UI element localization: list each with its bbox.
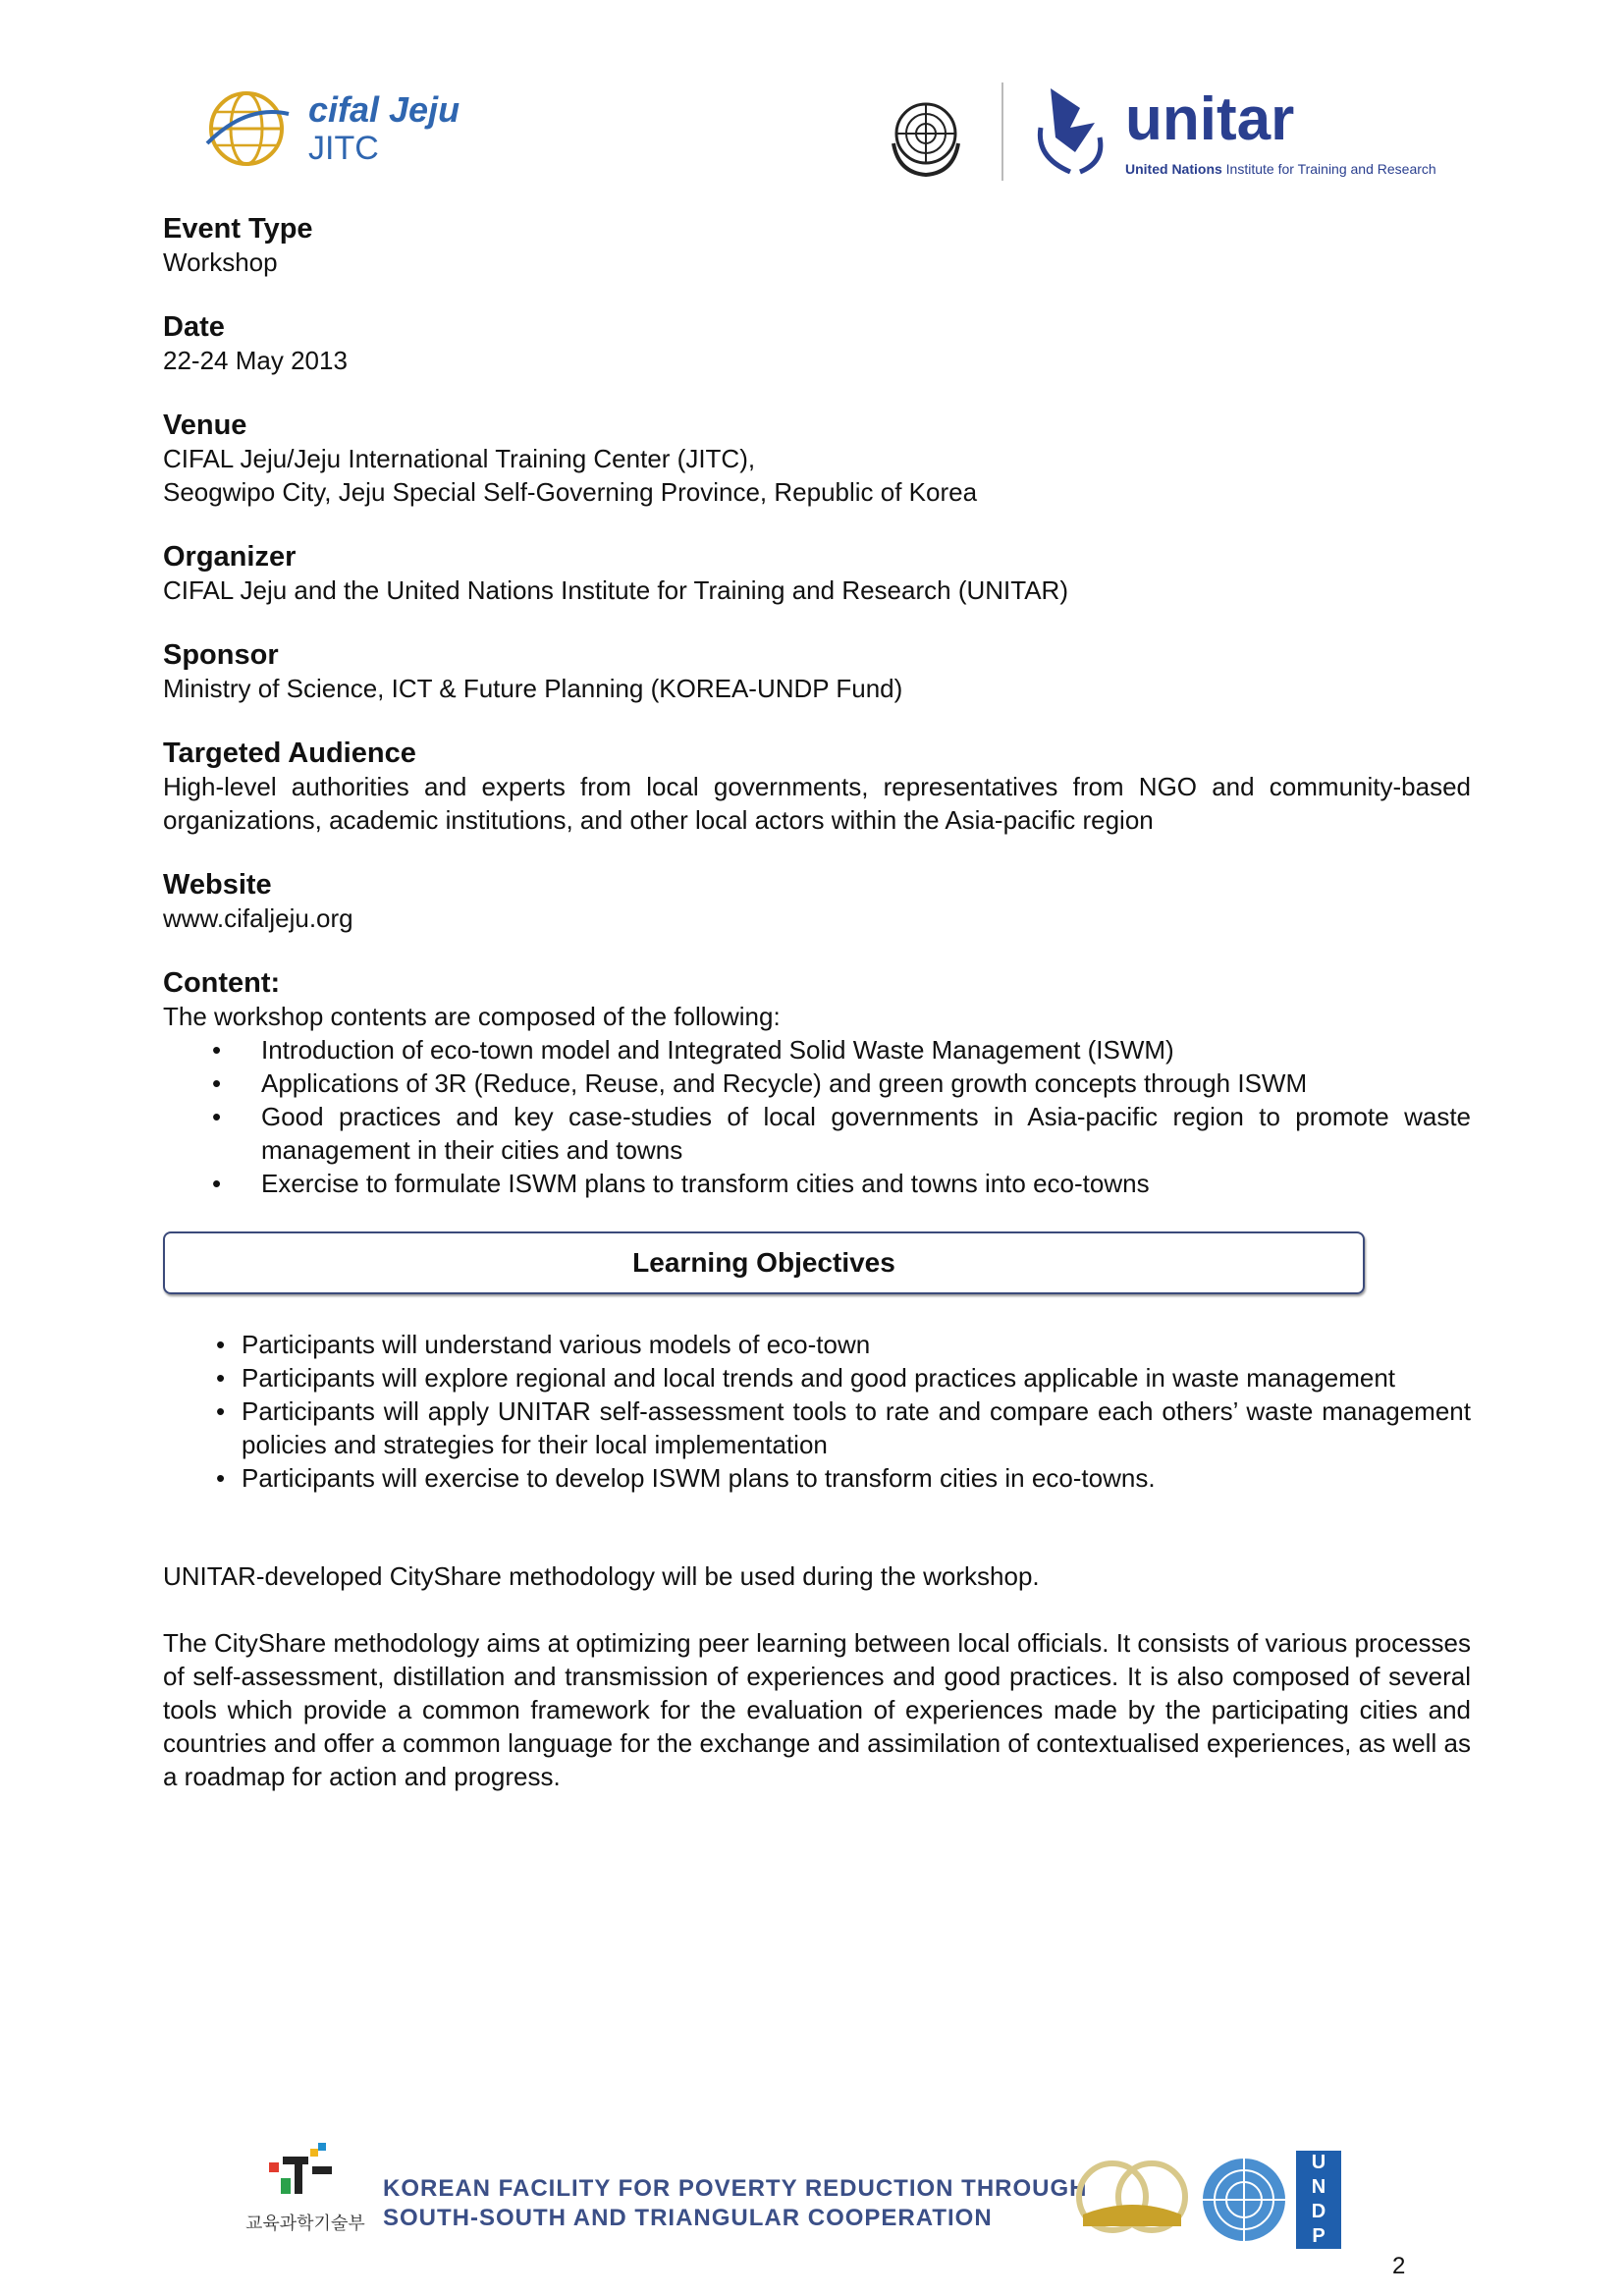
undp-logo: [1296, 2151, 1341, 2249]
field-label: Targeted Audience: [163, 738, 416, 769]
field-value: High-level authorities and experts from local governments, representatives from NGO and community-based organizations, academic institutions, and other local actors within the Asia-pacific region: [163, 772, 1471, 835]
unitar-wordmark: unitar: [1125, 85, 1295, 153]
bullet-icon: •: [212, 1068, 222, 1098]
list-item: • Participants will understand various models of eco-town: [216, 1330, 871, 1359]
list-item: • Participants will explore regional and local trends and good practices applicable in waste management: [216, 1363, 1396, 1393]
field-value: Ministry of Science, ICT & Future Planning (KOREA-UNDP Fund): [163, 674, 903, 703]
list-item: • Participants will exercise to develop ISWM plans to transform cities in eco-towns.: [216, 1463, 1156, 1493]
bullet-icon: •: [216, 1330, 226, 1359]
field-label: Sponsor: [163, 639, 279, 671]
undp-letter: N: [1311, 2176, 1326, 2198]
field-sponsor: [163, 638, 1471, 705]
undp-letter: D: [1311, 2201, 1326, 2222]
unitar-tagline: Institute for Training and Research: [1221, 161, 1436, 177]
paragraph-cityshare-intro: UNITAR-developed CityShare methodology will be used during the workshop.: [163, 1561, 1040, 1591]
bullet-icon: •: [212, 1035, 222, 1065]
learning-objectives-title: Learning Objectives: [632, 1247, 895, 1278]
field-value: 22-24 May 2013: [163, 346, 348, 375]
field-venue: [163, 409, 1471, 509]
content-list: [163, 1033, 1471, 1200]
bullet-icon: •: [216, 1396, 226, 1426]
field-label: Venue: [163, 410, 247, 441]
unitar-tagline-bold: United Nations: [1125, 161, 1222, 177]
list-item: • Participants will apply UNITAR self-assessment tools to rate and compare each others’ waste management policies and strategies for their local implementation: [216, 1396, 1471, 1459]
field-value: Seogwipo City, Jeju Special Self-Governing Province, Republic of Korea: [163, 477, 978, 507]
field-organizer: [163, 540, 1471, 607]
bullet-icon: •: [216, 1463, 226, 1493]
jitc-logo-text: JITC: [308, 130, 379, 167]
field-value: CIFAL Jeju and the United Nations Institute for Training and Research (UNITAR): [163, 575, 1068, 605]
field-targeted-audience: [163, 737, 1471, 837]
ministry-korean-text: 교육과학기술부: [245, 2214, 365, 2233]
field-value: www.cifaljeju.org: [163, 903, 353, 933]
field-website: [163, 868, 1471, 935]
list-item: • Introduction of eco-town model and Integrated Solid Waste Management (ISWM): [212, 1035, 1174, 1065]
page-number: 2: [1392, 2253, 1406, 2279]
un-emblem-icon: [884, 94, 968, 179]
field-label: Website: [163, 869, 272, 901]
undp-letter: U: [1311, 2152, 1326, 2173]
un-emblem: [884, 94, 968, 184]
rings-logo-icon: [1068, 2156, 1196, 2244]
objectives-section: [163, 1328, 1471, 1495]
field-label: Organizer: [163, 541, 297, 573]
learning-objectives-box: [163, 1231, 1365, 1294]
objectives-list: [163, 1328, 1471, 1495]
list-item: • Applications of 3R (Reduce, Reuse, and Recycle) and green growth concepts through ISWM: [212, 1068, 1308, 1098]
bullet-icon: •: [212, 1102, 222, 1131]
ministry-logo: [245, 2143, 373, 2241]
facility-line-1: KOREAN FACILITY FOR POVERTY REDUCTION THROUGH: [383, 2175, 1088, 2202]
globe-icon: [202, 84, 291, 173]
header-divider: [1001, 82, 1003, 181]
list-item: • Good practices and key case-studies of local governments in Asia-pacific region to promote waste management in their cities and towns: [212, 1102, 1471, 1165]
ministry-emblem-icon: [265, 2143, 344, 2206]
content-intro: The workshop contents are composed of the following:: [163, 1002, 781, 1031]
unitar-bird-icon: [1021, 79, 1119, 177]
list-item: • Exercise to formulate ISWM plans to transform cities and towns into eco-towns: [212, 1169, 1150, 1198]
field-value: CIFAL Jeju/Jeju International Training Center (JITC),: [163, 444, 756, 473]
undp-letter: P: [1312, 2225, 1325, 2247]
field-value: Workshop: [163, 247, 278, 277]
unitar-logo: [1021, 79, 1473, 187]
un-globe-icon: [1200, 2156, 1288, 2244]
content-label: Content:: [163, 967, 281, 999]
bullet-icon: •: [216, 1363, 226, 1393]
bullet-icon: •: [212, 1169, 222, 1198]
paragraph-cityshare-methodology: The CityShare methodology aims at optimizing peer learning between local officials. It consists of various processes of self-assessment, distillation and transmission of experiences and good practices. It is also composed of several tools which provide a common framework for the evaluation of experiences made by the participating cities and countries and offer a common language for the exchange and assimilation of contextualised experiences, as well as a roadmap for action and progress.: [163, 1628, 1471, 1791]
cifal-jeju-logo: [202, 84, 497, 173]
field-label: Date: [163, 311, 225, 343]
partner-logos: [1068, 2151, 1353, 2249]
cifal-logo-text: cifal Jeju: [308, 89, 460, 130]
field-date: [163, 310, 1471, 377]
field-label: Event Type: [163, 213, 313, 245]
facility-line-2: SOUTH-SOUTH AND TRIANGULAR COOPERATION: [383, 2205, 993, 2231]
content-section: [163, 966, 1471, 1200]
field-event-type: [163, 212, 1471, 279]
